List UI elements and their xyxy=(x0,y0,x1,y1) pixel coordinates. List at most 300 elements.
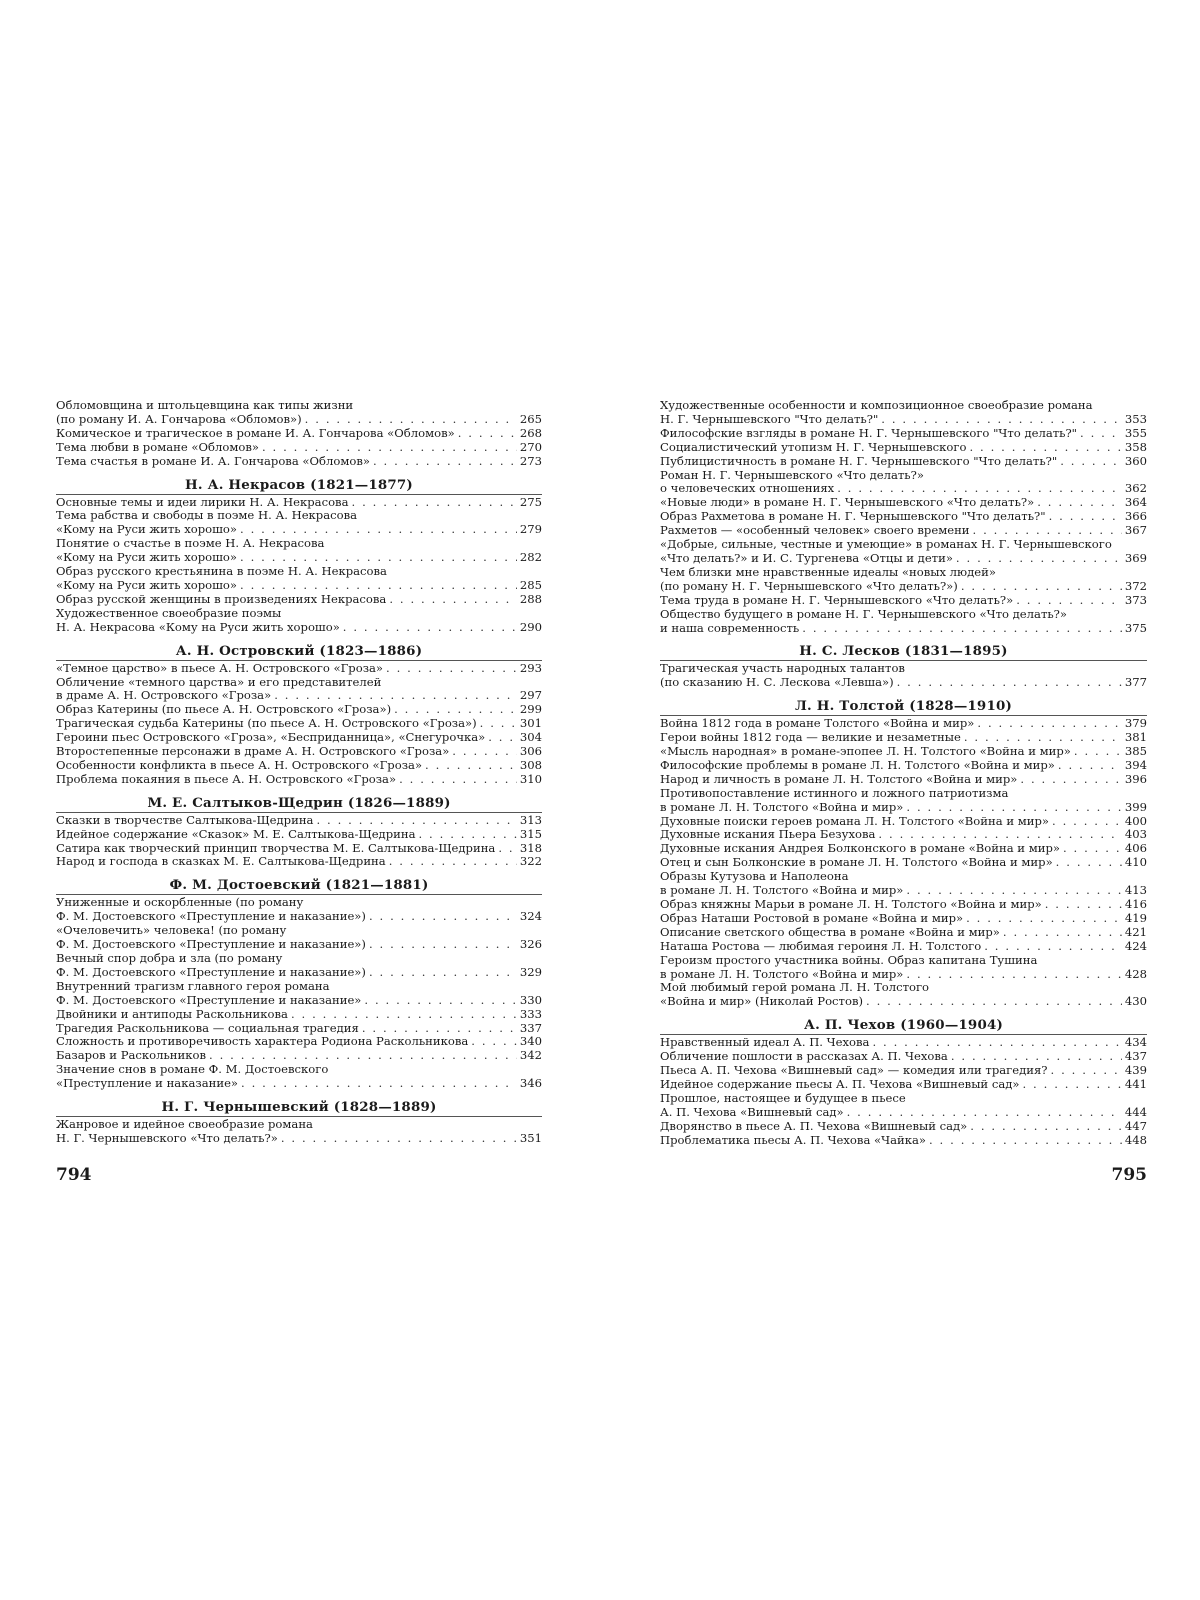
entry-page-number: 410 xyxy=(1124,855,1147,870)
dot-leader xyxy=(970,1120,1122,1134)
entry-page-number: 310 xyxy=(519,771,542,786)
dot-leader xyxy=(897,676,1122,690)
toc-entry xyxy=(660,1092,1147,1120)
entry-last-line xyxy=(660,510,1147,524)
entry-page-number: 448 xyxy=(1124,1132,1147,1147)
dot-leader xyxy=(906,884,1121,898)
toc-entry xyxy=(56,1035,542,1049)
toc-entry xyxy=(56,565,542,593)
entry-page-number: 337 xyxy=(519,1020,542,1035)
entry-last-line xyxy=(660,898,1147,912)
entry-title-text: Нравственный идеал А. П. Чехова xyxy=(660,1035,870,1050)
entry-page-number: 360 xyxy=(1124,453,1147,468)
toc-entry xyxy=(660,469,1147,497)
entry-title-text: А. П. Чехова «Вишневый сад» xyxy=(660,1104,844,1119)
dot-leader xyxy=(1058,759,1122,773)
entry-last-line xyxy=(660,717,1147,731)
dot-leader xyxy=(498,842,517,856)
dot-leader xyxy=(480,717,517,731)
toc-section xyxy=(56,644,542,787)
entry-last-line xyxy=(56,994,542,1008)
toc-entry xyxy=(56,980,542,1008)
dot-leader xyxy=(906,801,1121,815)
entry-title-text: Н. Г. Чернышевского «Что делать?» xyxy=(56,1130,278,1145)
dot-leader xyxy=(1051,1064,1122,1078)
dot-leader xyxy=(425,759,517,773)
entry-page-number: 362 xyxy=(1124,481,1147,496)
toc-section xyxy=(660,644,1147,690)
entry-last-line xyxy=(56,828,542,842)
section-rule xyxy=(56,894,542,895)
toc-entry xyxy=(56,731,542,745)
entry-last-line xyxy=(56,910,542,924)
dot-leader xyxy=(866,995,1122,1009)
toc-section xyxy=(660,1018,1147,1147)
dot-leader xyxy=(386,662,517,676)
entry-page-number: 400 xyxy=(1124,813,1147,828)
dot-leader xyxy=(878,828,1121,842)
entry-last-line xyxy=(660,968,1147,982)
entry-page-number: 413 xyxy=(1124,883,1147,898)
entry-page-number: 353 xyxy=(1124,411,1147,426)
dot-leader xyxy=(1052,815,1122,829)
entry-title-text: Духовные искания Пьера Безухова xyxy=(660,827,876,842)
toc-section xyxy=(56,399,542,469)
entry-last-line xyxy=(660,912,1147,926)
left-page xyxy=(56,0,542,1600)
entry-title-text: Тема труда в романе Н. Г. Чернышевского «Что делать?» xyxy=(660,592,1014,607)
entry-last-line xyxy=(660,676,1147,690)
entry-title-text: «Новые люди» в романе Н. Г. Чернышевского «Что делать?» xyxy=(660,495,1035,510)
entry-title-line: Роман Н. Г. Чернышевского «Что делать?» xyxy=(660,468,924,482)
toc-entry xyxy=(660,455,1147,469)
entry-title-line: Противопоставление истинного и ложного патриотизма xyxy=(660,786,1009,800)
section-heading: Л. Н. Толстой (1828—1910) xyxy=(794,698,1013,715)
entry-last-line xyxy=(660,940,1147,954)
entry-page-number: 441 xyxy=(1124,1076,1147,1091)
entry-page-number: 285 xyxy=(519,577,542,592)
toc-entry xyxy=(56,399,542,427)
entry-title-text: Идейное содержание пьесы А. П. Чехова «Вишневый сад» xyxy=(660,1076,1020,1091)
entry-last-line xyxy=(660,482,1147,496)
entry-title-text: «Кому на Руси жить хорошо» xyxy=(56,577,237,592)
entry-page-number: 421 xyxy=(1124,924,1147,939)
entry-last-line xyxy=(56,621,542,635)
section-rule xyxy=(56,1116,542,1117)
right-page xyxy=(660,0,1147,1600)
toc-entry xyxy=(56,745,542,759)
toc-entry xyxy=(660,566,1147,594)
entry-page-number: 351 xyxy=(519,1130,542,1145)
entry-title-text: (по роману Н. Г. Чернышевского «Что делать?») xyxy=(660,578,958,593)
entry-title-text: «Темное царство» в пьесе А. Н. Островского «Гроза» xyxy=(56,660,384,675)
entry-title-text: Пьеса А. П. Чехова «Вишневый сад» — комедия или трагедия? xyxy=(660,1063,1048,1078)
toc-entry xyxy=(56,607,542,635)
entry-page-number: 299 xyxy=(519,702,542,717)
entry-page-number: 282 xyxy=(519,550,542,565)
entry-title-text: Основные темы и идеи лирики Н. А. Некрасова xyxy=(56,494,349,509)
entry-page-number: 329 xyxy=(519,964,542,979)
entry-title-line: Художественное своеобразие поэмы xyxy=(56,606,282,620)
toc-entry xyxy=(660,510,1147,524)
dot-leader xyxy=(961,580,1122,594)
toc-entry xyxy=(56,717,542,731)
dot-leader xyxy=(240,579,517,593)
entry-title-text: Ф. М. Достоевского «Преступление и наказание») xyxy=(56,964,366,979)
toc-entry xyxy=(660,954,1147,982)
dot-leader xyxy=(1037,496,1122,510)
entry-page-number: 340 xyxy=(519,1034,542,1049)
entry-title-text: «Мысль народная» в романе-эпопее Л. Н. Толстого «Война и мир» xyxy=(660,744,1071,759)
toc-entry xyxy=(660,524,1147,538)
toc-right xyxy=(660,399,1147,1148)
entry-title-text: в романе Л. Н. Толстого «Война и мир» xyxy=(660,799,904,814)
toc-entry xyxy=(56,1022,542,1036)
entry-last-line xyxy=(56,1035,542,1049)
entry-title-text: Публицистичность в романе Н. Г. Чернышевского "Что делать?" xyxy=(660,453,1058,468)
entry-title-line: Тема рабства и свободы в поэме Н. А. Некрасова xyxy=(56,509,358,523)
dot-leader xyxy=(364,994,516,1008)
entry-title-text: Дворянство в пьесе А. П. Чехова «Вишневый сад» xyxy=(660,1118,968,1133)
entry-title-text: Война 1812 года в романе Толстого «Война и мир» xyxy=(660,716,975,731)
entry-title-text: «Что делать?» и И. С. Тургенева «Отцы и дети» xyxy=(660,550,953,565)
entry-last-line xyxy=(56,814,542,828)
toc-entry xyxy=(56,896,542,924)
entry-title-text: Трагическая судьба Катерины (по пьесе А. Н. Островского «Гроза») xyxy=(56,716,477,731)
entry-title-text: Философские взгляды в романе Н. Г. Чернышевского "Что делать?" xyxy=(660,425,1078,440)
entry-title-line: Внутренний трагизм главного героя романа xyxy=(56,979,330,993)
entry-title-text: о человеческих отношениях xyxy=(660,481,835,496)
entry-title-text: Сатира как творческий принцип творчества М. Е. Салтыкова-Щедрина xyxy=(56,840,496,855)
dot-leader xyxy=(1056,856,1122,870)
entry-title-text: «Кому на Руси жить хорошо» xyxy=(56,522,237,537)
dot-leader xyxy=(452,745,517,759)
entry-last-line xyxy=(660,1078,1147,1092)
entry-page-number: 268 xyxy=(519,425,542,440)
entry-last-line xyxy=(660,815,1147,829)
dot-leader xyxy=(399,773,517,787)
entry-title-text: Герои войны 1812 года — великие и незаметные xyxy=(660,730,961,745)
toc-entry xyxy=(56,773,542,787)
entry-page-number: 375 xyxy=(1124,620,1147,635)
entry-title-text: в романе Л. Н. Толстого «Война и мир» xyxy=(660,883,904,898)
entry-page-number: 306 xyxy=(519,744,542,759)
entry-page-number: 315 xyxy=(519,826,542,841)
entry-title-text: Ф. М. Достоевского «Преступление и наказание») xyxy=(56,909,366,924)
entry-last-line xyxy=(56,427,542,441)
entry-title-text: и наша современность xyxy=(660,620,800,635)
entry-title-text: Духовные искания Андрея Болконского в романе «Война и мир» xyxy=(660,841,1060,856)
toc-entry xyxy=(660,815,1147,829)
toc-entry xyxy=(660,1078,1147,1092)
entry-page-number: 379 xyxy=(1124,716,1147,731)
entry-title-text: Народ и личность в романе Л. Н. Толстого «Война и мир» xyxy=(660,771,1018,786)
entry-page-number: 430 xyxy=(1124,994,1147,1009)
dot-leader xyxy=(362,1022,517,1036)
entry-last-line xyxy=(56,842,542,856)
section-heading: Н. С. Лесков (1831—1895) xyxy=(799,643,1008,660)
entry-last-line xyxy=(660,594,1147,608)
toc-entry xyxy=(660,842,1147,856)
entry-page-number: 355 xyxy=(1124,425,1147,440)
entry-page-number: 381 xyxy=(1124,730,1147,745)
entry-title-text: «Преступление и наказание» xyxy=(56,1076,239,1091)
entry-title-text: Н. А. Некрасова «Кому на Руси жить хорошо» xyxy=(56,619,340,634)
entry-last-line xyxy=(660,1050,1147,1064)
toc-entry xyxy=(660,870,1147,898)
entry-page-number: 313 xyxy=(519,812,542,827)
dot-leader xyxy=(872,1036,1121,1050)
entry-last-line xyxy=(660,622,1147,636)
entry-title-text: Проблема покаяния в пьесе А. Н. Островского «Гроза» xyxy=(56,771,397,786)
entry-last-line xyxy=(56,455,542,469)
entry-page-number: 288 xyxy=(519,591,542,606)
entry-title-text: «Война и мир» (Николай Ростов) xyxy=(660,994,863,1009)
entry-page-number: 326 xyxy=(519,937,542,952)
entry-title-text: Тема счастья в романе И. А. Гончарова «Обломов» xyxy=(56,453,370,468)
dot-leader xyxy=(291,1008,517,1022)
entry-title-text: Двойники и антиподы Раскольникова xyxy=(56,1006,288,1021)
dot-leader xyxy=(209,1049,517,1063)
entry-last-line xyxy=(56,759,542,773)
entry-last-line xyxy=(660,828,1147,842)
entry-last-line xyxy=(56,1077,542,1091)
dot-leader xyxy=(1020,773,1121,787)
dot-leader xyxy=(373,455,517,469)
toc-entry xyxy=(56,1008,542,1022)
entry-title-line: «Очеловечить» человека! (по роману xyxy=(56,924,287,938)
toc-entry xyxy=(56,1049,542,1063)
toc-entry xyxy=(660,926,1147,940)
entry-last-line xyxy=(660,926,1147,940)
toc-entry xyxy=(660,538,1147,566)
toc-entry xyxy=(56,455,542,469)
section-heading: Ф. М. Достоевский (1821—1881) xyxy=(169,877,429,894)
entry-last-line xyxy=(56,1049,542,1063)
entry-last-line xyxy=(56,551,542,565)
entry-page-number: 318 xyxy=(519,840,542,855)
entry-page-number: 270 xyxy=(519,439,542,454)
section-rule xyxy=(660,660,1147,661)
toc-entry xyxy=(56,1118,542,1146)
dot-leader xyxy=(369,910,517,924)
dot-leader xyxy=(389,855,517,869)
toc-entry xyxy=(660,940,1147,954)
entry-page-number: 297 xyxy=(519,688,542,703)
dot-leader xyxy=(1022,1078,1121,1092)
entry-title-text: в драме А. Н. Островского «Гроза» xyxy=(56,688,272,703)
toc-section xyxy=(660,699,1147,1009)
entry-title-line: Мой любимый герой романа Л. Н. Толстого xyxy=(660,981,930,995)
entry-title-line: Униженные и оскорбленные (по роману xyxy=(56,896,304,910)
entry-last-line xyxy=(56,773,542,787)
section-heading: Н. Г. Чернышевский (1828—1889) xyxy=(161,1099,437,1116)
page-number: 795 xyxy=(1111,1165,1147,1185)
entry-page-number: 447 xyxy=(1124,1118,1147,1133)
toc-entry xyxy=(660,745,1147,759)
entry-title-text: Духовные поиски героев романа Л. Н. Толстого «Война и мир» xyxy=(660,813,1049,828)
toc-entry xyxy=(56,814,542,828)
entry-last-line xyxy=(660,524,1147,538)
toc-entry xyxy=(660,898,1147,912)
toc-entry xyxy=(660,662,1147,690)
dot-leader xyxy=(881,413,1122,427)
entry-page-number: 385 xyxy=(1124,744,1147,759)
entry-last-line xyxy=(56,731,542,745)
dot-leader xyxy=(240,551,517,565)
dot-leader xyxy=(1074,745,1122,759)
entry-title-text: в романе Л. Н. Толстого «Война и мир» xyxy=(660,966,904,981)
toc-section xyxy=(56,1100,542,1146)
dot-leader xyxy=(1080,427,1122,441)
entry-page-number: 367 xyxy=(1124,523,1147,538)
toc-entry xyxy=(660,1050,1147,1064)
dot-leader xyxy=(966,912,1122,926)
entry-page-number: 428 xyxy=(1124,966,1147,981)
toc-entry xyxy=(56,509,542,537)
entry-title-text: Трагедия Раскольникова — социальная трагедия xyxy=(56,1020,359,1035)
dot-leader xyxy=(977,717,1121,731)
entry-last-line xyxy=(56,745,542,759)
toc-entry xyxy=(56,952,542,980)
toc-entry xyxy=(660,912,1147,926)
entry-title-text: Социалистический утопизм Н. Г. Чернышевского xyxy=(660,439,967,454)
toc-entry xyxy=(660,496,1147,510)
toc-entry xyxy=(660,1036,1147,1050)
dot-leader xyxy=(802,622,1122,636)
toc-entry xyxy=(56,759,542,773)
entry-page-number: 364 xyxy=(1124,495,1147,510)
entry-title-text: Описание светского общества в романе «Война и мир» xyxy=(660,924,1000,939)
toc-section xyxy=(56,878,542,1091)
toc-entry xyxy=(56,593,542,607)
entry-last-line xyxy=(660,842,1147,856)
entry-last-line xyxy=(56,966,542,980)
entry-page-number: 377 xyxy=(1124,675,1147,690)
entry-last-line xyxy=(660,441,1147,455)
entry-last-line xyxy=(56,579,542,593)
entry-last-line xyxy=(660,1134,1147,1148)
toc-entry xyxy=(660,399,1147,427)
entry-title-text: Обличение пошлости в рассказах А. П. Чехова xyxy=(660,1049,948,1064)
entry-page-number: 322 xyxy=(519,854,542,869)
entry-page-number: 419 xyxy=(1124,910,1147,925)
dot-leader xyxy=(394,703,517,717)
toc-left xyxy=(56,399,542,1146)
entry-page-number: 394 xyxy=(1124,757,1147,772)
entry-page-number: 275 xyxy=(519,494,542,509)
entry-title-text: Тема любви в романе «Обломов» xyxy=(56,439,259,454)
entry-title-text: Образ русской женщины в произведениях Некрасова xyxy=(56,591,387,606)
entry-title-line: Чем близки мне нравственные идеалы «новых людей» xyxy=(660,565,996,579)
entry-last-line xyxy=(660,496,1147,510)
dot-leader xyxy=(458,427,517,441)
toc-entry xyxy=(660,1134,1147,1148)
entry-page-number: 358 xyxy=(1124,439,1147,454)
entry-title-text: Проблематика пьесы А. П. Чехова «Чайка» xyxy=(660,1132,926,1147)
dot-leader xyxy=(984,940,1122,954)
entry-title-line: «Добрые, сильные, честные и умеющие» в романах Н. Г. Чернышевского xyxy=(660,538,1112,552)
toc-entry xyxy=(56,441,542,455)
entry-page-number: 439 xyxy=(1124,1063,1147,1078)
dot-leader xyxy=(837,482,1122,496)
entry-last-line xyxy=(660,1106,1147,1120)
dot-leader xyxy=(281,1132,517,1146)
dot-leader xyxy=(964,731,1122,745)
entry-title-line: Обличение «темного царства» и его представителей xyxy=(56,675,382,689)
section-heading: М. Е. Салтыков-Щедрин (1826—1889) xyxy=(147,794,451,811)
toc-section xyxy=(660,399,1147,635)
entry-title-text: Философские проблемы в романе Л. Н. Толстого «Война и мир» xyxy=(660,757,1055,772)
entry-title-text: Наташа Ростова — любимая героиня Л. Н. Толстого xyxy=(660,938,982,953)
toc-entry xyxy=(56,676,542,704)
entry-last-line xyxy=(56,523,542,537)
dot-leader xyxy=(305,413,517,427)
entry-page-number: 279 xyxy=(519,522,542,537)
entry-last-line xyxy=(56,441,542,455)
entry-page-number: 437 xyxy=(1124,1049,1147,1064)
dot-leader xyxy=(352,496,517,510)
entry-page-number: 308 xyxy=(519,757,542,772)
entry-title-text: Идейное содержание «Сказок» М. Е. Салтыкова-Щедрина xyxy=(56,826,416,841)
toc-entry xyxy=(660,773,1147,787)
toc-entry xyxy=(56,427,542,441)
section-heading: А. Н. Островский (1823—1886) xyxy=(175,642,423,659)
dot-leader xyxy=(1003,926,1122,940)
dot-leader xyxy=(1045,898,1122,912)
entry-title-text: Второстепенные персонажи в драме А. Н. Островского «Гроза» xyxy=(56,744,450,759)
entry-title-text: Базаров и Раскольников xyxy=(56,1048,207,1063)
entry-last-line xyxy=(56,1132,542,1146)
entry-last-line xyxy=(660,773,1147,787)
entry-page-number: 424 xyxy=(1124,938,1147,953)
entry-last-line xyxy=(660,856,1147,870)
entry-page-number: 346 xyxy=(519,1076,542,1091)
toc-entry xyxy=(660,717,1147,731)
entry-page-number: 396 xyxy=(1124,771,1147,786)
section-heading: А. П. Чехов (1960—1904) xyxy=(803,1017,1004,1034)
entry-page-number: 372 xyxy=(1124,578,1147,593)
entry-title-text: (по роману И. А. Гончарова «Обломов») xyxy=(56,411,302,426)
entry-last-line xyxy=(660,427,1147,441)
entry-title-text: Отец и сын Болконские в романе Л. Н. Толстого «Война и мир» xyxy=(660,855,1053,870)
toc-entry xyxy=(56,1063,542,1091)
dot-leader xyxy=(241,1077,517,1091)
entry-title-text: Ф. М. Достоевского «Преступление и наказание» xyxy=(56,992,362,1007)
entry-title-text: Ф. М. Достоевского «Преступление и наказание») xyxy=(56,937,366,952)
toc-entry xyxy=(56,496,542,510)
entry-title-line: Обломовщина и штольцевщина как типы жизни xyxy=(56,399,354,412)
entry-title-text: Народ и господа в сказках М. Е. Салтыкова-Щедрина xyxy=(56,854,386,869)
toc-entry xyxy=(660,427,1147,441)
entry-title-text: «Кому на Руси жить хорошо» xyxy=(56,550,237,565)
dot-leader xyxy=(951,1050,1122,1064)
entry-last-line xyxy=(56,496,542,510)
entry-title-text: Рахметов — «особенный человек» своего времени xyxy=(660,523,970,538)
entry-page-number: 403 xyxy=(1124,827,1147,842)
entry-page-number: 366 xyxy=(1124,509,1147,524)
entry-page-number: 304 xyxy=(519,730,542,745)
entry-last-line xyxy=(56,717,542,731)
entry-title-text: Образ Наташи Ростовой в романе «Война и мир» xyxy=(660,910,964,925)
entry-page-number: 301 xyxy=(519,716,542,731)
dot-leader xyxy=(1016,594,1122,608)
entry-page-number: 290 xyxy=(519,619,542,634)
page-number: 794 xyxy=(56,1165,92,1185)
entry-last-line xyxy=(56,1022,542,1036)
entry-last-line xyxy=(660,413,1147,427)
entry-last-line xyxy=(660,1036,1147,1050)
